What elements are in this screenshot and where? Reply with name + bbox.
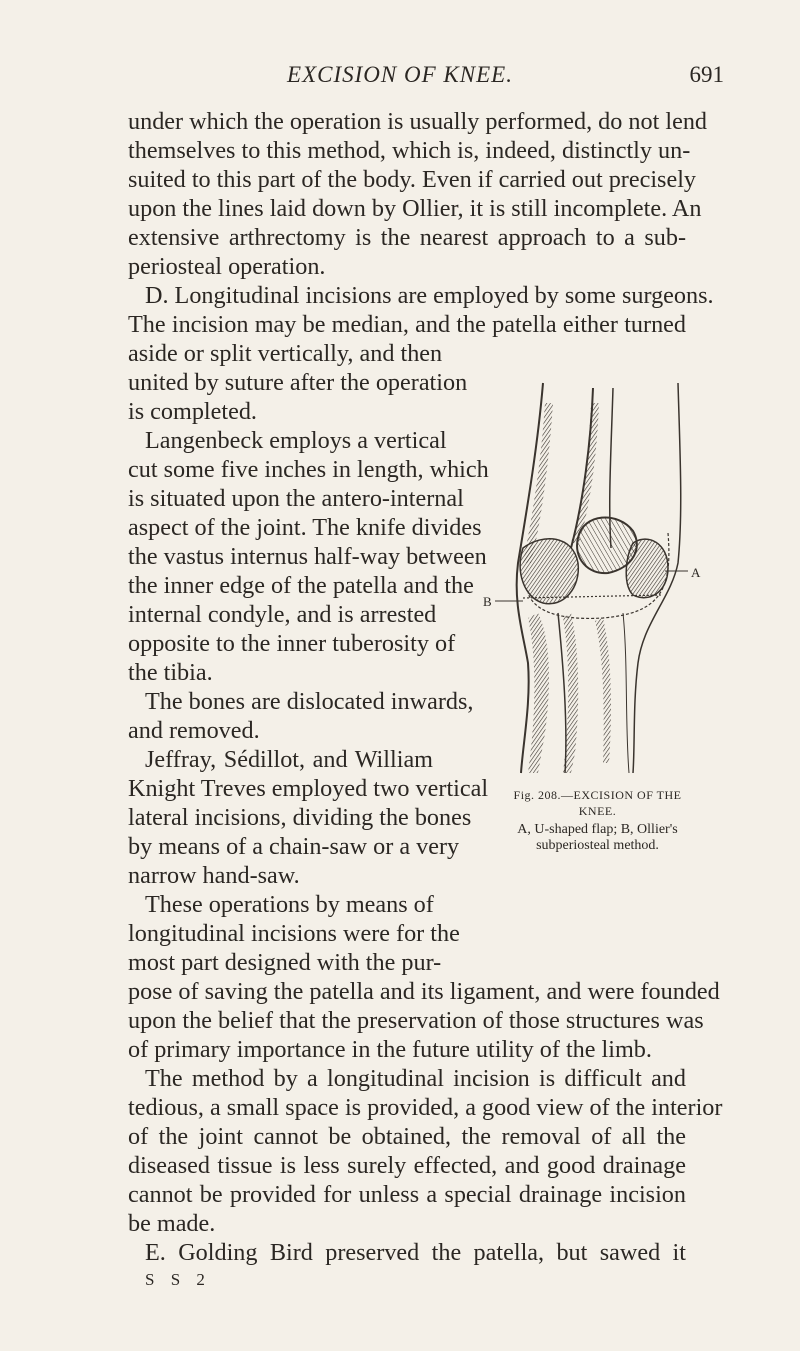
paragraph-e-start: E. Golding Bird preserved the patella, but sawed it [145, 1239, 686, 1266]
figure-caption-desc-cont [480, 838, 715, 854]
text-line: aside or split vertically, and then [128, 340, 443, 367]
figure-label-b: B [483, 594, 492, 609]
caption-line-1: Fig. 208.—EXCISION OF THE [513, 788, 682, 802]
text-line: Knight Treves employed two vertical [128, 775, 489, 802]
text-line: by means of a chain-saw or a very [128, 833, 460, 860]
figure-caption-title [480, 787, 715, 804]
text-line: narrow hand-saw. [128, 862, 300, 889]
text-line: lateral incisions, dividing the bones [128, 804, 472, 831]
text-line: suited to this part of the body. Even if carried out precisely [128, 166, 697, 193]
text-line: of the joint cannot be obtained, the removal of all the [128, 1123, 686, 1150]
text-line: periosteal operation. [128, 253, 326, 280]
text-line: the tibia. [128, 659, 213, 686]
text-line: united by suture after the operation [128, 369, 468, 396]
text-line: tedious, a small space is provided, a good view of the interior [128, 1094, 723, 1121]
knee-excision-figure [483, 363, 713, 783]
text-line: cut some five inches in length, which [128, 456, 489, 483]
text-line: the vastus internus half-way between [128, 543, 487, 570]
caption-line-3: A, U-shaped flap; B, Ollier's [517, 822, 678, 837]
text-line: internal condyle, and is arrested [128, 601, 437, 628]
text-line: themselves to this method, which is, indeed, distinctly un- [128, 137, 691, 164]
signature-mark: S S 2 [145, 1270, 211, 1289]
text-line: Jeffray, Sédillot, and William [145, 746, 433, 773]
text-line: is situated upon the antero-internal [128, 485, 464, 512]
text-line: These operations by means of [145, 891, 434, 918]
text-line: is completed. [128, 398, 257, 425]
running-head-title: EXCISION OF KNEE. [287, 62, 513, 87]
text-line: aspect of the joint. The knife divides [128, 514, 482, 541]
text-line: diseased tissue is less surely effected, and good drainage [128, 1152, 686, 1179]
text-line: most part designed with the pur- [128, 949, 442, 976]
text-line: be made. [128, 1210, 216, 1237]
text-line: The method by a longitudinal incision is difficult and [145, 1065, 686, 1092]
text-line: The incision may be median, and the patella either turned [128, 311, 686, 338]
text-line: The bones are dislocated inwards, [145, 688, 474, 715]
paragraph-d-start: D. Longitudinal incisions are employed by some surgeons. [145, 282, 714, 309]
text-line: under which the operation is usually performed, do not lend [128, 108, 708, 135]
text-line: cannot be provided for unless a special drainage incision [128, 1181, 686, 1208]
page-number: 691 [689, 62, 724, 87]
text-line: Langenbeck employs a vertical [145, 427, 447, 454]
figure-caption-title-cont [480, 803, 715, 820]
text-line: upon the belief that the preservation of those structures was [128, 1007, 704, 1034]
text-line: longitudinal incisions were for the [128, 920, 460, 947]
text-line: and removed. [128, 717, 260, 744]
caption-line-2: KNEE. [578, 804, 617, 818]
text-line: the inner edge of the patella and the [128, 572, 474, 599]
text-line: upon the lines laid down by Ollier, it is still incomplete. An [128, 195, 702, 222]
text-line: pose of saving the patella and its ligament, and were founded [128, 978, 720, 1005]
figure-label-a: A [691, 565, 701, 580]
text-line: extensive arthrectomy is the nearest approach to a sub- [128, 224, 686, 251]
text-line: of primary importance in the future utility of the limb. [128, 1036, 652, 1063]
text-line: opposite to the inner tuberosity of [128, 630, 456, 657]
caption-line-4: subperiosteal method. [536, 838, 659, 853]
figure-caption-desc [480, 822, 715, 838]
knee-illustration [483, 363, 713, 783]
